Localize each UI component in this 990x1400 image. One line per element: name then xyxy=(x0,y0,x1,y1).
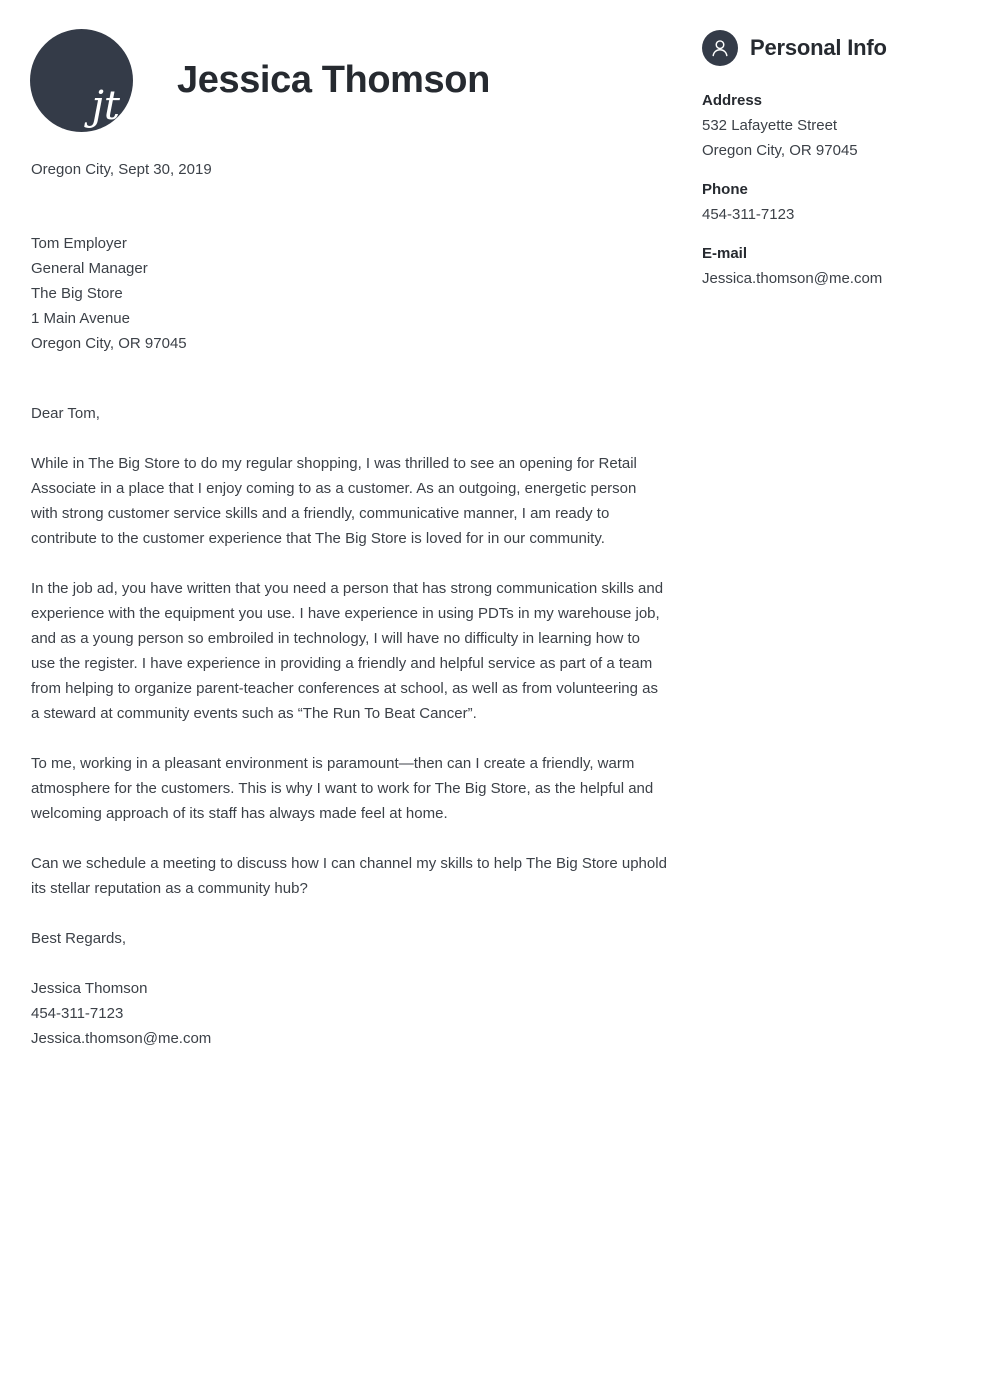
info-value: Jessica.thomson@me.com xyxy=(702,270,883,287)
body-paragraph: Can we schedule a meeting to discuss how I can channel my skills to help The Big Store uphold its stellar reputation as a community hub? xyxy=(31,855,667,897)
avatar-monogram-text: jt xyxy=(91,82,120,129)
letter-body xyxy=(31,160,667,1051)
personal-info-sidebar xyxy=(702,30,960,305)
recipient-line: Tom Employer xyxy=(31,235,127,252)
info-value: 532 Lafayette Street xyxy=(702,117,838,134)
signature-block xyxy=(31,976,667,1051)
recipient-line: 1 Main Avenue xyxy=(31,310,130,327)
info-value: 454-311-7123 xyxy=(702,206,795,223)
recipient-line: Oregon City, OR 97045 xyxy=(31,335,187,352)
page-title: Jessica Thomson xyxy=(177,58,490,101)
recipient-line: General Manager xyxy=(31,260,148,277)
recipient-address-block xyxy=(31,231,667,356)
info-group-phone xyxy=(702,177,960,227)
info-label: Address xyxy=(702,92,763,109)
signature-email: Jessica.thomson@me.com xyxy=(31,1030,212,1047)
date-line: Oregon City, Sept 30, 2019 xyxy=(31,161,212,178)
info-group-email xyxy=(702,241,960,291)
info-value: Oregon City, OR 97045 xyxy=(702,142,858,159)
salutation: Dear Tom, xyxy=(31,405,100,422)
body-paragraph: In the job ad, you have written that you need a person that has strong communication skills and experience with the equipment you use. I have experience in using PDTs in my warehouse job, and as a young person so embroiled in technology, I will have no difficulty in learning how to use the register. I have experience in providing a friendly and helpful service as part of a team from helping to organize parent-teacher conferences at school, as well as from volunteering as a steward at community events such as “The Run To Beat Cancer”. xyxy=(31,580,664,722)
letter-header xyxy=(30,28,670,132)
monogram-avatar xyxy=(30,29,133,132)
info-label: E-mail xyxy=(702,245,748,262)
personal-info-heading xyxy=(702,30,960,66)
closing-line: Best Regards, xyxy=(31,930,127,947)
person-icon xyxy=(702,30,738,66)
signature-name: Jessica Thomson xyxy=(31,980,148,997)
sidebar-title: Personal Info xyxy=(750,35,887,60)
info-group-address xyxy=(702,88,960,163)
signature-phone: 454-311-7123 xyxy=(31,1005,124,1022)
recipient-line: The Big Store xyxy=(31,285,123,302)
info-label: Phone xyxy=(702,181,748,198)
body-paragraph: While in The Big Store to do my regular shopping, I was thrilled to see an opening for Retail Associate in a place that I enjoy coming to as a customer. As an outgoing, energetic person with strong customer service skills and a friendly, communicative manner, I am ready to contribute to the customer experience that The Big Store is loved for in our community. xyxy=(31,455,637,547)
body-paragraph: To me, working in a pleasant environment is paramount—then can I create a friendly, warm atmosphere for the customers. This is why I want to work for The Big Store, as the helpful and welcoming approach of its staff has always made feel at home. xyxy=(31,755,654,822)
